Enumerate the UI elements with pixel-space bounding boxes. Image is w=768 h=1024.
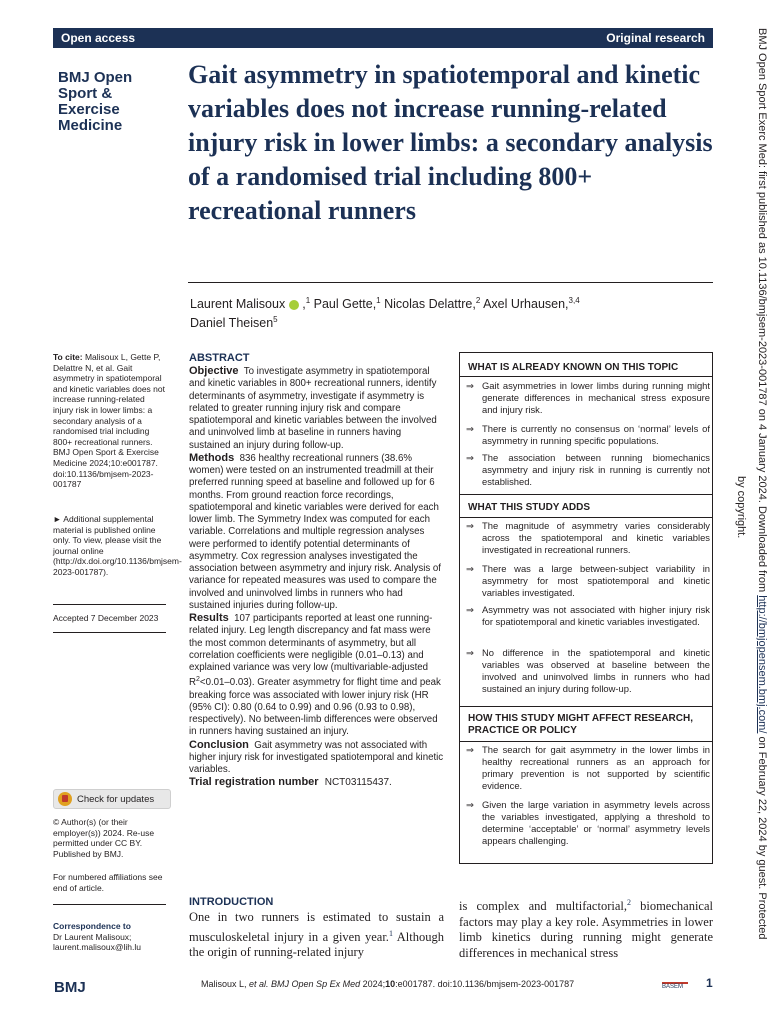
article-type-label: Original research [606,31,705,45]
author-name: Laurent Malisoux [190,297,286,312]
page-number: 1 [706,976,713,990]
trial-number: NCT03115437. [324,777,392,789]
key-messages-box [459,352,713,864]
journal-line: Exercise [58,101,120,118]
arrow-icon: ⇒ [466,380,474,391]
box-bullet: ⇒ The association between running biomechanics asymmetry and injury risk in running is currently not established. [466,452,710,487]
correspondence-email[interactable]: laurent.malisoux@lih.lu [53,942,142,953]
box-bullet: ⇒ Asymmetry was not associated with higher injury risk for spatiotemporal and kinetic variables investigated. [466,604,710,627]
results-label: Results [189,612,229,624]
article-title: Gait asymmetry in spatiotemporal and kinetic variables does not increase running-related injury risk in lower limbs: a secondary analysis of a randomised trial including 800+ recreational runners [188,60,713,225]
arrow-icon: ⇒ [466,423,474,434]
introduction-heading: INTRODUCTION [189,896,274,908]
journal-line: Medicine [58,117,123,134]
objective-label: Objective [189,365,239,377]
correspondence-label: Correspondence to [53,921,131,931]
box-divider [460,741,712,742]
arrow-icon: ⇒ [466,604,474,615]
abstract-results [189,612,444,739]
arrow-icon: ⇒ [466,647,474,658]
arrow-icon: ⇒ [466,744,474,755]
accepted-date: Accepted 7 December 2023 [53,613,159,623]
author-affiliation: 5 [273,315,278,325]
box-divider [460,494,712,495]
arrow-icon: ⇒ [466,520,474,531]
cite-text: Malisoux L, Gette P, Delattre N, et al. Gait asymmetry in spatiotemporal and kinetic variables does not increase running-related injury risk in lower limbs: a secondary analysis of a randomised trial including 800+ recreational runners. BMJ Open Sport & Exercise Medicine 2024;10:e001787. doi:10.1136/bmjsem-2023-001787 [53,352,165,490]
open-access-label: Open access [61,31,136,45]
introduction-column-2: is complex and multifactorial,$^2$ biomechanical factors may play a key role. Asymmetries in lower limb kinetics during running might generate differences in mechanical stress [459,898,713,960]
citation-block [53,352,166,490]
basem-logo: BASEM [662,982,688,994]
author-list: Laurent Malisoux ,$^1$ Paul Gette,$^1$ Nicolas Delattre,$^2$ Axel Urhausen,$^{3,4}$ Daniel Theisen$^5$ [190,296,580,331]
copyright-note: © Author(s) (or their employer(s)) 2024. Re-use permitted under CC BY. Published by BMJ. [53,817,155,859]
sidebar-divider [53,604,166,605]
author-affiliation: 1 [376,296,381,305]
box-divider [460,517,712,518]
correspondence-block [53,921,166,953]
abstract-heading: ABSTRACT [189,352,250,364]
check-updates-label: Check for updates [77,793,155,805]
correspondence-name: Dr Laurent Malisoux; [53,931,132,942]
vertical-download-notice: BMJ Open Sport Exerc Med: first published as 10.1136/bmjsem-2023-001787 on 4 January 2024. Downloaded from http://bmjopensem.bmj.com/ on February 22, 2024 by guest. Protected [756,28,768,940]
check-for-updates-button[interactable] [53,789,171,809]
supplement-note[interactable]: ► Additional supplemental material is published online only. To view, please visit the journal online (http://dx.doi.org/10.1136/bmjsem-2023-001787). [53,514,182,577]
author-name: Axel Urhausen, [483,297,569,312]
bmj-logo: BMJ [54,979,86,996]
box-bullet: ⇒ The search for gait asymmetry in the lower limbs in healthy recreational runners as an approach for primary prevention is not supported by scientific evidence. [466,744,710,791]
reference-link[interactable]: 1 [388,928,393,938]
author-affiliation: 2 [475,296,481,305]
top-banner [53,28,713,48]
journal-line: Sport & [58,85,113,102]
title-divider [188,282,713,283]
arrow-icon: ⇒ [466,452,474,463]
footer-citation: Malisoux L, et al. BMJ Open Sp Ex Med 2024;10:e001787. doi:10.1136/bmjsem-2023-001787 [201,979,575,989]
journal-link[interactable]: http://bmjopensem.bmj.com/ [756,595,768,734]
arrow-icon: ⇒ [466,799,474,810]
results-superscript: 2 [196,676,200,684]
box-bullet: ⇒ There was a large between-subject variability in asymmetry for most spatiotemporal and kinetic variables investigated. [466,563,710,598]
methods-text: 836 healthy recreational runners (38.6% women) were tested on an instrumented treadmill at their preferred running speed at baseline and followed up for 6 months. From ground reaction force recordings, spatiotemporal and kinetic variables were derived for each lower limb. The Symmetry Index was computed for each variable. Correlations and multiple regression analyses were performed to identify potential determinants of asymmetry. Cox regression analyses investigated the association between asymmetry and injury risk. Analysis of variance for repeated measures was used to compare the involved and uninvolved limbs in runners who had sustained injuries during follow-up. [189,452,441,611]
box-divider [460,376,712,377]
sidebar-divider [53,632,166,633]
conclusion-text: Gait asymmetry was not associated with higher injury risk for investigated spatiotemporal and kinetic variables. [189,739,444,776]
crossmark-icon [58,792,72,806]
author-name: Nicolas Delattre, [384,297,476,312]
abstract-objective [189,365,444,452]
introduction-column-1: One in two runners is estimated to sustain a musculoskeletal injury in a given year.$^1$ Although the origin of running-related injury [189,910,444,960]
box-heading-known: WHAT IS ALREADY KNOWN ON THIS TOPIC [468,362,679,373]
methods-label: Methods [189,451,235,464]
conclusion-label: Conclusion [189,738,249,751]
author-affiliation: 1 [305,296,311,305]
box-heading-impact: HOW THIS STUDY MIGHT AFFECT RESEARCH, PRACTICE OR POLICY [468,713,693,736]
author-name: Paul Gette, [313,297,377,312]
trial-registration [189,776,444,789]
affiliations-note: For numbered affiliations see end of article. [53,872,163,893]
results-text: 107 participants reported at least one running-related injury. Leg length discrepancy and fat mass were the most common determinants of asymmetry, but all correlation coefficients were negligible (0.01–0.13) and explained variance was very low (multivariable-adjusted R [189,613,433,689]
objective-text: To investigate asymmetry in spatiotemporal and kinetic variables in 800+ recreational runners, identify determinants of asymmetry, investigate if asymmetry is related to greater running injury risk and compare spatiotemporal and kinetic variables between the involved and uninvolved limb at baseline in runners having sustained an injury during follow-up. [189,366,437,451]
reference-link[interactable]: 2 [626,898,631,907]
abstract-conclusion [189,739,444,777]
journal-logo [58,70,176,142]
abstract-body [189,365,444,790]
results-text-continued: <0.01–0.03). Greater asymmetry for flight time and peak breaking force was associated with lower injury risk (HR (95% CI): 0.80 (0.64 to 0.99) and 0.96 (0.93 to 0.98), respectively). No between-limb differences were observed in runners having sustained an injury. [189,677,441,738]
box-bullet: ⇒ Given the large variation in asymmetry levels across the variables investigated, applying a threshold to determine ‘acceptable’ or ‘normal’ asymmetry levels appears challenging. [466,799,710,846]
sidebar-divider [53,904,166,905]
author-affiliation: 3,4 [568,296,580,305]
box-bullet: ⇒ The magnitude of asymmetry varies considerably across the spatiotemporal and kinetic variables investigated in recreational runners. [466,520,710,555]
abstract-methods [189,452,444,612]
box-bullet: ⇒ There is currently no consensus on ‘normal’ levels of asymmetry in running specific populations. [466,423,710,446]
trial-label: Trial registration number [189,776,319,789]
journal-line: BMJ Open [58,69,133,86]
vertical-copyright: by copyright. [735,476,747,539]
box-heading-adds: WHAT THIS STUDY ADDS [468,502,591,513]
orcid-icon[interactable] [289,300,299,310]
arrow-icon: ⇒ [466,563,474,574]
box-divider [460,706,712,707]
box-bullet: ⇒ No difference in the spatiotemporal and kinetic variables was observed at baseline between the involved and uninvolved limbs in runners who had sustained an injury during follow-up. [466,647,710,694]
box-bullet: ⇒ Gait asymmetries in lower limbs during running might generate differences in mechanical stress exposure and injury risk. [466,380,710,415]
author-name: Daniel Theisen [190,316,274,331]
cite-label: To cite: [53,352,83,362]
